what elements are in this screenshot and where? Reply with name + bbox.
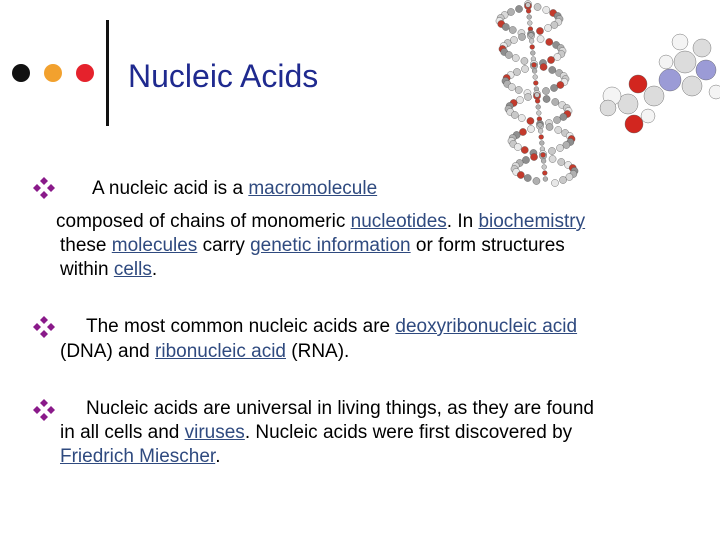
- helix-atom: [558, 158, 565, 165]
- bullet-text: The most common nucleic acids are: [86, 316, 396, 337]
- helix-atom: [532, 63, 537, 68]
- molecule-atom: [682, 76, 702, 96]
- helix-atom: [510, 36, 517, 43]
- helix-atom: [540, 63, 547, 70]
- helix-atom: [539, 141, 544, 146]
- helix-atom: [566, 173, 573, 180]
- helix-atom: [543, 95, 550, 102]
- helix-atom: [514, 143, 521, 150]
- bullet-line: [60, 235, 565, 257]
- bullet-text: . Nucleic acids were first discovered by: [244, 422, 573, 443]
- molecule-atom: [641, 109, 655, 123]
- bullet-text: Nucleic acids are universal in living things, as they are found: [86, 398, 594, 419]
- helix-atom: [537, 35, 544, 42]
- helix-atom: [536, 105, 541, 110]
- molecule-atom: [674, 51, 696, 73]
- bullet-text: carry: [197, 235, 251, 256]
- helix-atom: [512, 54, 519, 61]
- helix-atom: [551, 21, 558, 28]
- molecule-atom: [629, 75, 647, 93]
- helix-atom: [530, 51, 535, 56]
- helix-atom: [544, 24, 551, 31]
- helix-atom: [549, 155, 556, 162]
- helix-atom: [536, 111, 541, 116]
- diamond-quad-icon: [32, 315, 56, 339]
- helix-atom: [519, 128, 526, 135]
- helix-atom: [550, 84, 557, 91]
- helix-atom: [513, 68, 520, 75]
- helix-atom: [556, 144, 563, 151]
- helix-atom: [533, 81, 538, 86]
- diamond-quad-icon: [32, 176, 56, 200]
- helix-atom: [527, 125, 534, 132]
- helix-atom: [563, 141, 570, 148]
- bullet-text: .: [215, 446, 221, 467]
- dot-orange: [44, 64, 62, 82]
- link-ribonucleic-acid[interactable]: ribonucleic acid: [155, 341, 286, 362]
- bullet-line: [86, 398, 594, 420]
- bullet-text: composed of chains of monomeric: [56, 211, 351, 232]
- molecule-model: [600, 34, 720, 133]
- helix-atom: [529, 33, 534, 38]
- helix-atom: [507, 8, 514, 15]
- helix-atom: [508, 83, 515, 90]
- bullet-text: . In: [446, 211, 479, 232]
- helix-atom: [541, 153, 546, 158]
- link-biochemistry[interactable]: biochemistry: [478, 211, 586, 232]
- link-friedrich-miescher[interactable]: Friedrich Miescher: [60, 446, 216, 467]
- helix-atom: [533, 177, 540, 184]
- dot-red: [76, 64, 94, 82]
- helix-atom: [518, 33, 525, 40]
- bullet-line: [92, 178, 377, 200]
- bullet-line: [56, 211, 585, 233]
- dot-black: [12, 64, 30, 82]
- helix-atom: [527, 21, 532, 26]
- helix-atom: [521, 146, 528, 153]
- title-separator: [106, 20, 109, 126]
- bullet-text: within: [60, 259, 114, 280]
- helix-atom: [527, 117, 534, 124]
- slide-title: Nucleic Acids: [128, 58, 319, 94]
- link-viruses[interactable]: viruses: [184, 422, 245, 443]
- helix-atom: [526, 3, 531, 8]
- helix-atom: [522, 156, 529, 163]
- helix-atom: [552, 98, 559, 105]
- helix-atom: [553, 116, 560, 123]
- helix-atom: [516, 96, 523, 103]
- helix-atom: [521, 57, 528, 64]
- dna-molecule-icon: [470, 0, 720, 190]
- helix-atom: [511, 111, 518, 118]
- helix-atom: [517, 171, 524, 178]
- helix-atom: [543, 177, 548, 182]
- molecule-atom: [659, 55, 673, 69]
- bullet-line: [86, 316, 577, 338]
- helix-atom: [518, 114, 525, 121]
- helix-atom: [530, 45, 535, 50]
- bullet-text: or form structures: [410, 235, 565, 256]
- bullet-text: A nucleic acid is a: [92, 178, 249, 199]
- helix-atom: [542, 171, 547, 176]
- helix-atom: [542, 87, 549, 94]
- diamond-quad-icon: [32, 398, 56, 422]
- bullet-line: [60, 341, 349, 363]
- title-dots: [12, 64, 94, 82]
- helix-atom: [524, 174, 531, 181]
- link-macromolecule[interactable]: macromolecule: [248, 178, 378, 199]
- bullet-line: [60, 259, 157, 281]
- helix-atom: [509, 26, 516, 33]
- helix-atom: [555, 126, 562, 133]
- helix-atom: [546, 123, 553, 130]
- helix-atom: [515, 5, 522, 12]
- molecule-atom: [625, 115, 643, 133]
- link-genetic-information[interactable]: genetic information: [250, 235, 411, 256]
- helix-atom: [539, 135, 544, 140]
- helix-atom: [559, 176, 566, 183]
- helix-atom: [524, 93, 531, 100]
- helix-atom: [529, 39, 534, 44]
- helix-atom: [535, 93, 540, 98]
- link-molecules[interactable]: molecules: [111, 235, 198, 256]
- bullet-text: (DNA) and: [60, 341, 156, 362]
- helix-atom: [533, 75, 538, 80]
- molecule-atom: [693, 39, 711, 57]
- helix-atom: [554, 53, 561, 60]
- bullet-text: .: [151, 259, 158, 280]
- link-cells[interactable]: cells: [113, 259, 152, 280]
- helix-atom: [542, 165, 547, 170]
- helix-atom: [541, 159, 546, 164]
- helix-atom: [548, 147, 555, 154]
- helix-atom: [535, 99, 540, 104]
- helix-atom: [543, 6, 550, 13]
- bullet-text: (RNA).: [286, 341, 350, 362]
- helix-atom: [521, 65, 528, 72]
- helix-atom: [502, 23, 509, 30]
- bullet-text: in all cells and: [60, 422, 185, 443]
- bullet-text: these: [60, 235, 112, 256]
- helix-atom: [527, 15, 532, 20]
- helix-atom: [530, 153, 537, 160]
- bullet-line: [60, 422, 572, 444]
- helix-atom: [526, 9, 531, 14]
- helix-atom: [546, 38, 553, 45]
- helix-atom: [536, 27, 543, 34]
- helix-atom: [549, 66, 556, 73]
- helix-atom: [547, 56, 554, 63]
- molecule-atom: [659, 69, 681, 91]
- bullet-line: [60, 446, 221, 468]
- molecule-atom: [709, 85, 720, 99]
- molecule-atom: [644, 86, 664, 106]
- helix-atom: [538, 123, 543, 128]
- helix-atom: [560, 113, 567, 120]
- molecule-atom: [696, 60, 716, 80]
- dna-helix: [496, 0, 578, 186]
- link-deoxyribonucleic-acid[interactable]: deoxyribonucleic acid: [395, 316, 578, 337]
- helix-atom: [557, 81, 564, 88]
- helix-atom: [538, 129, 543, 134]
- helix-atom: [551, 179, 558, 186]
- molecule-atom: [600, 100, 616, 116]
- helix-atom: [505, 51, 512, 58]
- helix-atom: [532, 69, 537, 74]
- helix-atom: [534, 3, 541, 10]
- link-nucleotides[interactable]: nucleotides: [350, 211, 447, 232]
- helix-atom: [515, 86, 522, 93]
- molecule-atom: [672, 34, 688, 50]
